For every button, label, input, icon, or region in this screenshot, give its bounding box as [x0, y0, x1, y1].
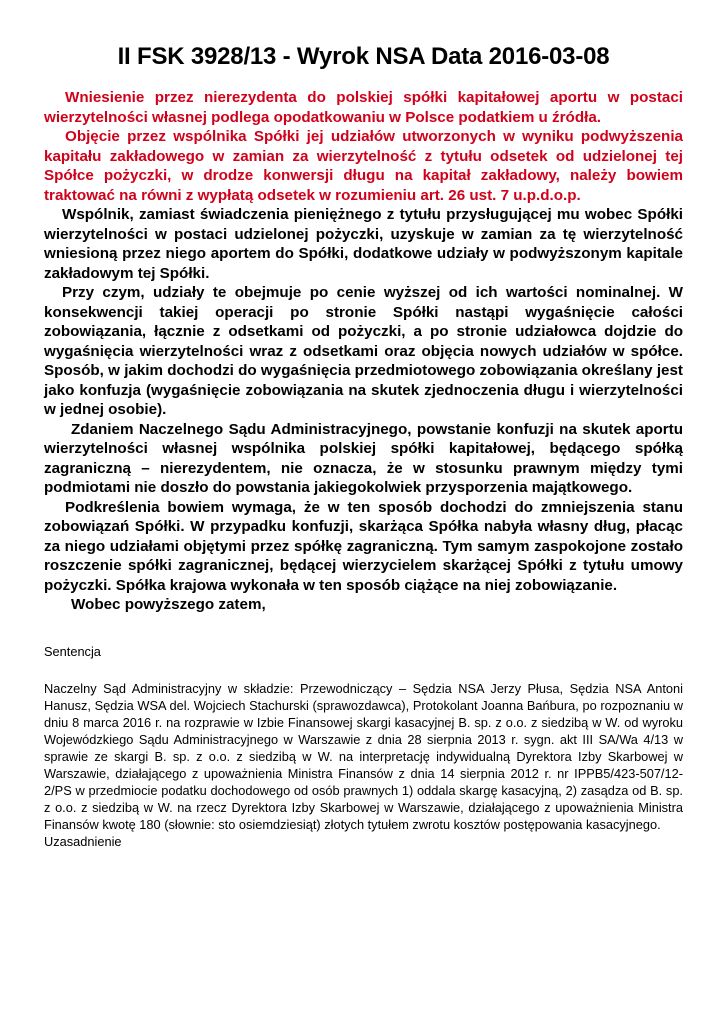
document-page	[44, 0, 683, 850]
thesis-paragraph-6: Podkreślenia bowiem wymaga, że w ten sposób dochodzi do zmniejszenia stanu zobowiązań Spółki. W przypadku konfuzji, skarżąca Spółka nabyła własny dług, płacąc za niego udziałami objętymi przez spółkę zagraniczną. Tym samym zaspokojone zostało roszczenie spółki zagranicznej, będącej wierzycielem skarżącej Spółki z tytułu umowy pożyczki. Spółka krajowa wykonała w ten sposób ciążące na niej zobowiązanie.	[44, 498, 683, 594]
thesis-summary	[44, 88, 683, 615]
sentencja-heading: Sentencja	[44, 643, 101, 659]
thesis-paragraph-7: Wobec powyższego zatem,	[71, 596, 266, 613]
thesis-paragraph-4: Przy czym, udziały te obejmuje po cenie wyższej od ich wartości nominalnej. W konsekwencji takiej operacji po stronie Spółki nastąpi wygaśnięcie całości zobowiązania, łącznie z odsetkami od pożyczki, a po stronie udziałowca dojdzie do wygaśnięcia wierzytelności wraz z odsetkami oraz objęcia nowych udziałów w spółce. Sposób, w jakim dochodzi do wygaśnięcia przedmiotowego zobowiązania określany jest jako konfuzja (wygaśnięcie zobowiązania na skutek zjednoczenia długu i wierzytelności w jednej osobie).	[44, 284, 683, 418]
thesis-paragraph-2: Objęcie przez wspólnika Spółki jej udziałów utworzonych w wyniku podwyższenia kapitału zakładowego w zamian za wierzytelność z tytułu odsetek od udzielonej tej Spółce pożyczki, w drodze konwersji długu na kapitał zakładowy, należy bowiem traktować na równi z wypłatą odsetek w rozumieniu art. 26 ust. 7 u.p.d.o.p.	[44, 128, 683, 204]
sentencja-text: Naczelny Sąd Administracyjny w składzie: Przewodniczący – Sędzia NSA Jerzy Płusa, Sędzia NSA Antoni Hanusz, Sędzia WSA del. Wojciech Stachurski (sprawozdawca), Protokolant Joanna Bańbura, po rozpoznaniu w dniu 8 marca 2016 r. na rozprawie w Izbie Finansowej skargi kasacyjnej B. sp. z o.o. z siedzibą w W. od wyroku Wojewódzkiego Sądu Administracyjnego w Warszawie z dnia 28 sierpnia 2013 r. sygn. akt III SA/Wa 4/13 w sprawie ze skargi B. sp. z o.o. z siedzibą w W. na interpretację indywidualną Dyrektora Izby Skarbowej w Warszawie, działającego z upoważnienia Ministra Finansów z dnia 14 sierpnia 2012 r. nr IPPB5/423-507/12-2/PS w przedmiocie podatku dochodowego od osób prawnych 1) oddala skargę kasacyjną, 2) zasądza od B. sp. z o.o. z siedzibą w W. na rzecz Dyrektora Izby Skarbowej w Warszawie, działającego z upoważnienia Ministra Finansów kwotę 180 (słownie: sto osiemdziesiąt) złotych tytułem zwrotu kosztów postępowania kasacyjnego.	[44, 680, 683, 832]
thesis-paragraph-1: Wniesienie przez nierezydenta do polskiej spółki kapitałowej aportu w postaci wierzytelności własnej podlega opodatkowaniu w Polsce podatkiem u źródła.	[44, 89, 683, 126]
thesis-paragraph-5: Zdaniem Naczelnego Sądu Administracyjnego, powstanie konfuzji na skutek aportu wierzytelności własnej wspólnika polskiej spółki kapitałowej, będącego spółką zagraniczną – nierezydentem, nie oznacza, że w stosunku prawnym między tymi podmiotami nie doszło do powstania jakiegokolwiek przysporzenia majątkowego.	[44, 420, 683, 496]
uzasadnienie-heading: Uzasadnienie	[44, 833, 122, 849]
document-title: II FSK 3928/13 - Wyrok NSA Data 2016-03-08	[117, 43, 610, 70]
thesis-paragraph-3: Wspólnik, zamiast świadczenia pieniężnego z tytułu przysługującej mu wobec Spółki wierzytelności w postaci udzielonej pożyczki, uzyskuje w zamian za tę wierzytelność wniesioną przez niego aportem do Spółki, dodatkowe udziały w podwyższonym kapitale zakładowym tej Spółki.	[44, 206, 683, 282]
